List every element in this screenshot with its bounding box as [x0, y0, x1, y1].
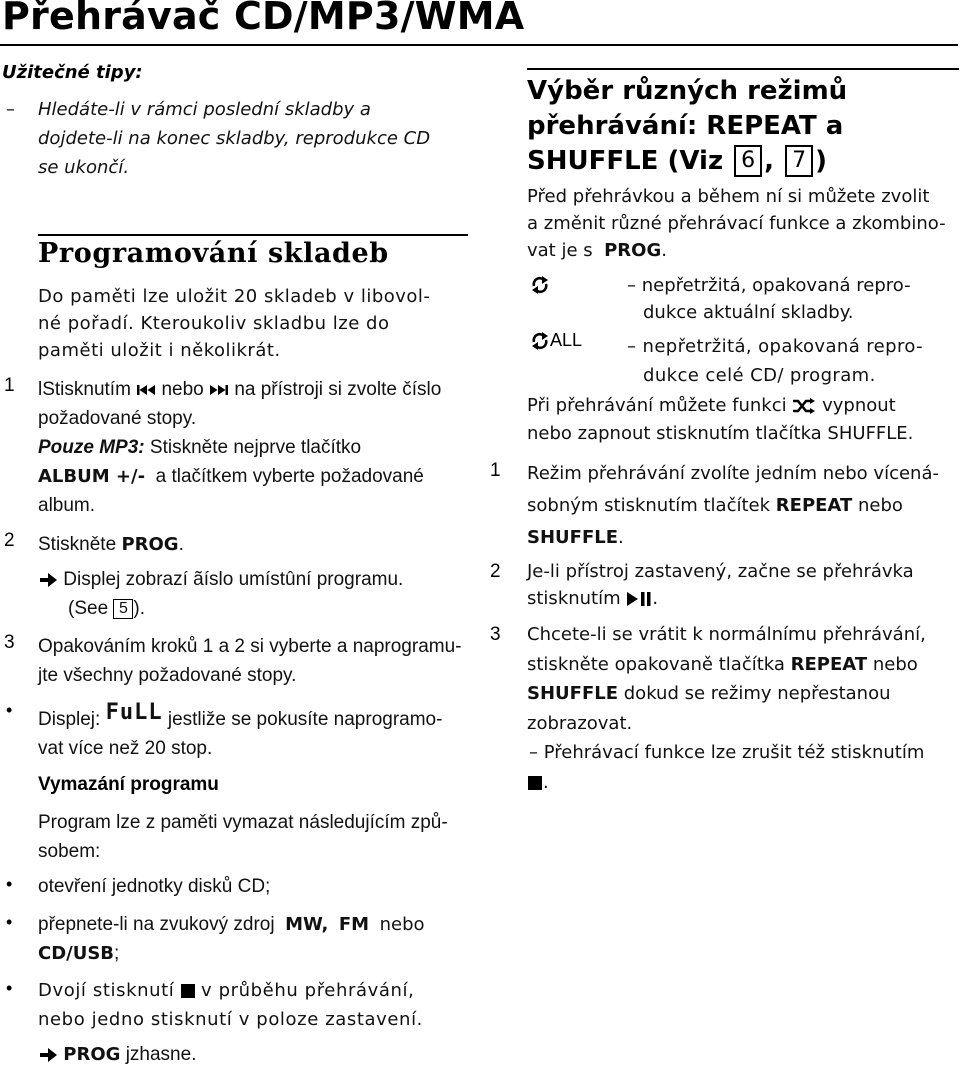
display-note [38, 698, 478, 763]
arrow-text: Displej zobrazí ãíslo umístûní programu. [63, 569, 404, 590]
step-2-period: . [178, 534, 184, 555]
right-step-3-dash-line: – Přehrávací funkce lze zrušit též stisknutím [529, 742, 925, 763]
right-step-2-prefix: stisknutím [527, 588, 621, 609]
step-2-text: Stiskněte [38, 534, 117, 555]
album-text: a tlačítkem vyberte požadované [155, 466, 424, 487]
step-number: 1 [490, 460, 501, 481]
erase-intro [38, 808, 478, 866]
step-number: 2 [4, 530, 15, 551]
intro-line: Do paměti lze uložit 20 skladeb v libovol- [38, 286, 431, 307]
mode-heading [527, 74, 959, 179]
bullet: • [6, 874, 13, 894]
shuffle-icon [792, 398, 816, 414]
tips-title: Užitečné tipy: [2, 62, 143, 83]
right-step-3-line-3-suffix: dokud se režimy nepřestanou [623, 683, 891, 704]
erase-heading: Vymazání programu [38, 774, 219, 795]
repeat-label: REPEAT [790, 653, 868, 675]
erase-intro-line: sobem: [38, 841, 101, 862]
repeat-one-description [627, 272, 959, 326]
heading-close: ) [815, 146, 827, 176]
final-note [38, 1040, 196, 1069]
right-step-2 [527, 558, 959, 612]
right-step-1-dot: . [618, 527, 624, 548]
step-1-line-3 [38, 433, 478, 462]
display-note-line-1 [38, 698, 478, 734]
shuffle-suffix: vypnout [822, 395, 896, 416]
intro-prefix: vat je s [527, 240, 593, 261]
erase-item-2 [38, 910, 478, 968]
tip-dash: – [6, 99, 15, 120]
right-step-2-line-1: Je-li přístroj zastavený, začne se přehrávka [527, 561, 914, 582]
mp3-text: Stiskněte nejprve tlačítko [149, 437, 362, 458]
repeat-all-indicator [530, 330, 582, 351]
heading-line-1: Výběr různých režimů [527, 76, 848, 106]
display-prefix: Displej: [38, 709, 101, 730]
tip-line: Hledáte-li v rámci poslední skladby a [38, 99, 371, 120]
step-3-line-2: jte všechny požadované stopy. [38, 665, 297, 686]
shuffle-line-1 [527, 392, 959, 420]
play-pause-icon [626, 591, 652, 607]
right-step-3-line-4: zobrazovat. [527, 712, 633, 734]
bullet: • [6, 700, 13, 720]
program-intro [38, 283, 478, 364]
heading-prefix: SHUFFLE (Viz [527, 146, 724, 176]
lcd-full: FuLL [105, 700, 163, 725]
step-1-line-1 [38, 375, 478, 404]
right-step-1-line-1: Režim přehrávání zvolíte jedním nebo vícená- [527, 463, 939, 484]
right-step-1-line-3 [527, 522, 959, 554]
erase-item-3-line-2: nebo jedno stisknutí v poloze zastavení. [38, 1009, 423, 1030]
intro-line: a změnit různé přehrávací funkce a zkombino- [527, 213, 946, 234]
semicolon: ; [114, 943, 120, 964]
shuffle-line-2: nebo zapnout stisknutím tlačítka SHUFFLE. [527, 423, 914, 444]
section-rule [38, 234, 468, 236]
erase-item-3-line-1 [38, 976, 478, 1005]
final-text: jzhasne. [125, 1044, 197, 1065]
erase-item-1: otevření jednotky disků CD; [38, 876, 271, 897]
right-step-1-line-2 [527, 490, 959, 522]
key-7: 7 [785, 145, 813, 177]
section-rule [527, 68, 959, 70]
step-1-line-5: album. [38, 495, 96, 516]
repeat-icon [530, 275, 550, 295]
nebo-text: nebo [379, 914, 425, 935]
stop-icon [527, 775, 543, 791]
erase-item-2-line-2 [38, 939, 478, 968]
prog-label: PROG [604, 240, 662, 261]
stop-icon [181, 984, 195, 998]
heading-line-3 [527, 144, 959, 179]
program-heading: Programování skladeb [38, 238, 389, 269]
shuffle-description [527, 392, 959, 448]
prog-label: PROG [63, 1044, 121, 1065]
erase-item-3 [38, 976, 478, 1034]
right-step-2-line-2 [527, 585, 959, 612]
key-5: 5 [113, 599, 133, 619]
mp3-label: Pouze MP3: [38, 437, 145, 458]
arrow-right-icon [38, 1046, 58, 1064]
page-title: Přehrávač CD/MP3/WMA [2, 0, 525, 38]
bullet: • [6, 978, 13, 998]
prog-label: PROG [121, 534, 179, 555]
step-number: 1 [4, 375, 15, 396]
erase-item-2-line-1 [38, 910, 478, 939]
step-2-line-1 [38, 530, 478, 559]
next-track-icon [209, 384, 229, 396]
repeat-all-label: ALL [550, 330, 583, 350]
tip-line: dojdete-li na konec skladby, reprodukce CD [38, 128, 431, 149]
right-step-3 [527, 620, 959, 797]
right-step-3-stop-line [527, 768, 959, 798]
step-1-text-b: nebo [161, 379, 204, 400]
step-number: 2 [490, 561, 501, 582]
intro-suffix: . [661, 240, 667, 261]
see-suffix: ). [133, 598, 146, 619]
step-1-text [38, 375, 478, 520]
arrow-right-icon [38, 571, 58, 589]
step-1-text-a: lStisknutím [38, 379, 131, 400]
erase-item-3-prefix: Dvojí stisknutí [38, 980, 175, 1001]
mode-intro [527, 183, 959, 264]
repeat-all-line: dukce celé CD/ program. [643, 365, 876, 386]
title-rule [0, 44, 958, 46]
tip-line: se ukončí. [38, 157, 130, 178]
heading-comma: , [764, 146, 775, 176]
intro-line: Před přehrávkou a během ní si můžete zvolit [527, 186, 930, 207]
step-2-line-3 [38, 594, 478, 623]
repeat-one-line: dukce aktuální skladby. [643, 302, 854, 323]
repeat-all-description [627, 332, 959, 390]
shuffle-label: SHUFFLE [527, 683, 619, 704]
right-step-3-suffix: nebo [872, 653, 918, 675]
erase-intro-line: Program lze z paměti vymazat následujícím způ- [38, 812, 448, 833]
step-3-line-1: Opakováním kroků 1 a 2 si vyberte a naprogramu- [38, 636, 462, 657]
right-step-1-suffix: nebo [857, 495, 903, 516]
step-1-text-c: na přístroji si zvolte číslo [234, 379, 442, 400]
cd-usb-label: CD/USB [38, 943, 115, 964]
step-2-text [38, 530, 478, 623]
step-1-line-2: požadované stopy. [38, 408, 197, 429]
erase-item-3-suffix: v průběhu přehrávání, [201, 980, 415, 1001]
mw-label: MW, [285, 914, 329, 935]
right-step-3-line-2 [527, 650, 959, 680]
fm-label: FM [338, 914, 370, 935]
display-rest: jestliže se pokusíte naprogramo- [167, 709, 443, 730]
album-label: ALBUM +/- [38, 466, 146, 487]
repeat-all-icon [530, 331, 550, 351]
bullet: • [6, 912, 13, 932]
right-step-3-line-1: Chcete-li se vrátit k normálnímu přehrávání, [527, 624, 926, 645]
right-step-1-prefix: sobným stisknutím tlačítek [527, 495, 771, 516]
key-6: 6 [734, 145, 762, 177]
heading-line-2: přehrávání: REPEAT a [527, 111, 844, 141]
step-number: 3 [490, 624, 501, 645]
erase-item-2-prefix: přepnete-li na zvukový zdroj [38, 914, 275, 935]
display-note-line-2: vat více než 20 stop. [38, 738, 213, 759]
step-1-line-4 [38, 462, 478, 491]
step-number: 3 [4, 632, 15, 653]
step-2-line-2 [38, 565, 478, 594]
intro-line: né pořadí. Kteroukoliv skladbu lze do [38, 313, 390, 334]
shuffle-prefix: Při přehrávání můžete funkci [527, 395, 787, 416]
intro-line: paměti uložit i několikrát. [38, 340, 281, 361]
right-step-3-line-3 [527, 679, 959, 709]
step-3-text [38, 632, 478, 690]
right-step-1 [527, 458, 959, 554]
intro-line [527, 237, 959, 264]
right-step-2-suffix: . [652, 588, 659, 609]
right-step-3-stop-suffix: . [543, 771, 549, 793]
previous-track-icon [136, 384, 156, 396]
right-step-3-prefix: stiskněte opakovaně tlačítka [527, 653, 785, 675]
repeat-label: REPEAT [775, 495, 853, 516]
see-prefix: (See [68, 598, 109, 619]
shuffle-label: SHUFFLE [527, 527, 619, 548]
repeat-all-line: – nepřetržitá, opakovaná repro- [627, 336, 924, 357]
repeat-one-line: – nepřetržitá, opakovaná repro- [627, 275, 911, 296]
tip-text [38, 95, 458, 182]
